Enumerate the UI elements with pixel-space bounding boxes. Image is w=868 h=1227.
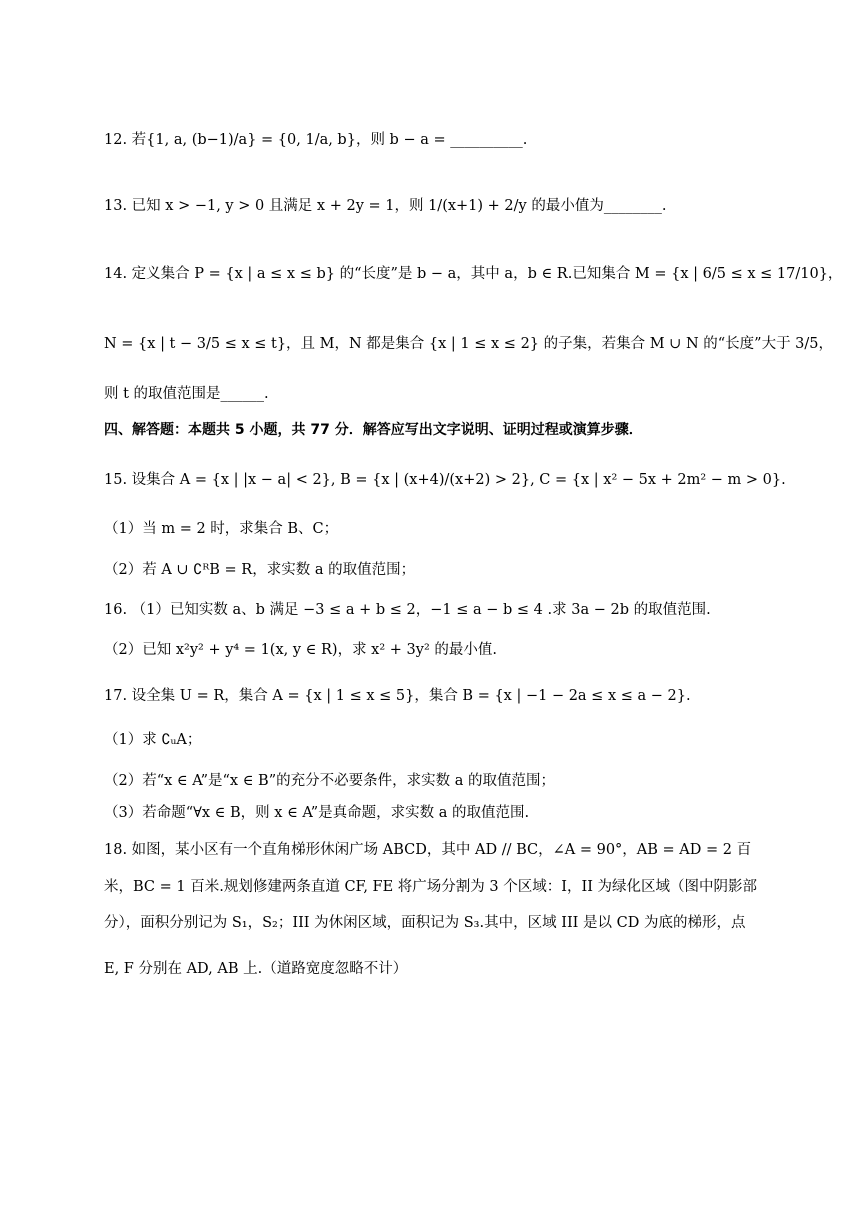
q14-text-1: 14. 定义集合 P = {x | a ≤ x ≤ b} 的“长度”是 b − a，其中 a，b ∈ R.已知集合 M = {x | 6/5 ≤ x ≤ 17/10}， [104, 266, 843, 282]
q16-part1-text: 16. （1）已知实数 a、b 满足 −3 ≤ a + b ≤ 2，−1 ≤ a − b ≤ 4 .求 3a − 2b 的取值范围. [104, 602, 711, 618]
q15-part1-text: （1）当 m = 2 时，求集合 B、C； [104, 521, 339, 537]
q13-text: 13. 已知 x > −1, y > 0 且满足 x + 2y = 1，则 1/(x+1) + 2/y 的最小值为________. [104, 198, 667, 214]
q18-text-1: 18. 如图，某小区有一个直角梯形休闲广场 ABCD，其中 AD // BC，∠A = 90°，AB = AD = 2 百 [104, 842, 752, 858]
q14-text-2: N = {x | t − 3/5 ≤ x ≤ t}，且 M，N 都是集合 {x | 1 ≤ x ≤ 2} 的子集，若集合 M ∪ N 的“长度”大于 3/5， [104, 336, 834, 352]
q18-text-4: E, F 分别在 AD, AB 上.（道路宽度忽略不计） [104, 961, 408, 977]
section-heading-text: 四、解答题：本题共 5 小题，共 77 分．解答应写出文字说明、证明过程或演算步骤． [104, 422, 643, 438]
q17-part1-text: （1）求 ∁ᵤA； [104, 732, 202, 748]
q17-part3-text: （3）若命题“∀x ∈ B，则 x ∈ A”是真命题，求实数 a 的取值范围. [104, 805, 530, 821]
q15-text: 15. 设集合 A = {x | |x − a| < 2}, B = {x | (x+4)/(x+2) > 2}, C = {x | x² − 5x + 2m² − m > 0}. [104, 472, 786, 488]
q15-part2-text: （2）若 A ∪ ∁ᴿB = R，求实数 a 的取值范围； [104, 562, 416, 578]
q18-text-2: 米，BC = 1 百米.规划修建两条直道 CF, FE 将广场分割为 3 个区域：I，II 为绿化区域（图中阴影部 [104, 879, 758, 895]
q17-text: 17. 设全集 U = R，集合 A = {x | 1 ≤ x ≤ 5}，集合 B = {x | −1 − 2a ≤ x ≤ a − 2}. [104, 688, 691, 704]
q18-text-3: 分），面积分别记为 S₁，S₂；III 为休闲区域，面积记为 S₃.其中，区域 III 是以 CD 为底的梯形，点 [104, 915, 746, 931]
q17-part2-text: （2）若“x ∈ A”是“x ∈ B”的充分不必要条件，求实数 a 的取值范围； [104, 773, 555, 789]
q14-text-3: 则 t 的取值范围是______. [104, 386, 269, 402]
q16-part2-text: （2）已知 x²y² + y⁴ = 1(x, y ∈ R)，求 x² + 3y² 的最小值. [104, 642, 497, 658]
q12-text: 12. 若{1, a, (b−1)/a} = {0, 1/a, b}，则 b − a = __________. [104, 132, 528, 148]
